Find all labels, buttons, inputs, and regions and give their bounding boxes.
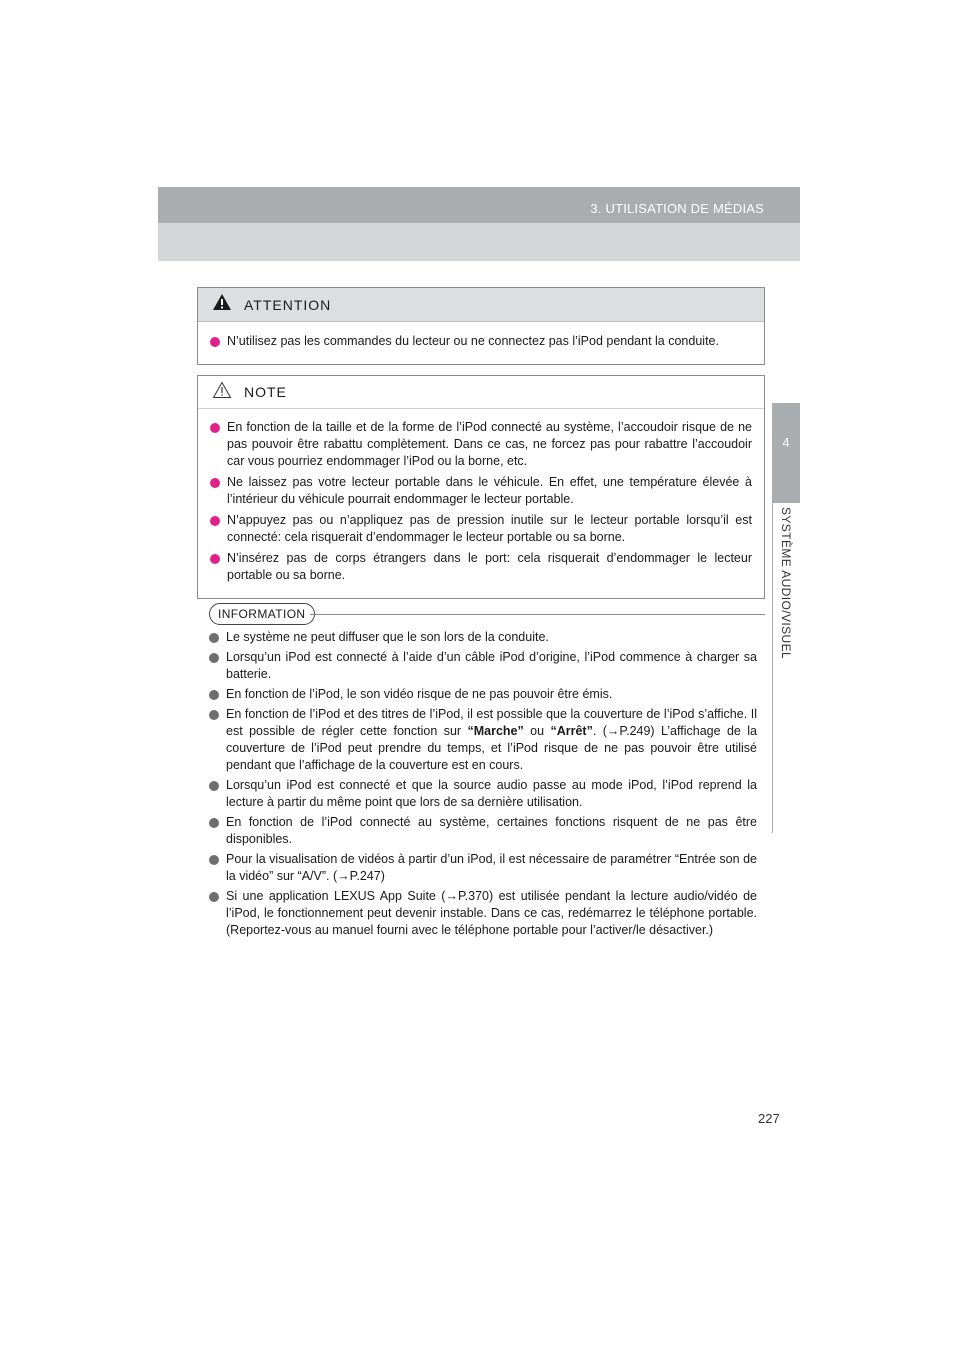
information-item — [209, 888, 757, 939]
bullet-icon — [209, 818, 219, 828]
information-item — [209, 629, 757, 646]
note-body — [198, 409, 764, 598]
note-item-text: Ne laissez pas votre lecteur portable dans le véhicule. En effet, une température élevée à l’intérieur du véhicule pourrait endommager le lecteur portable. — [227, 475, 752, 506]
note-item — [210, 474, 752, 508]
information-item — [209, 686, 757, 703]
information-item-text: Pour la visualisation de vidéos à partir d’un iPod, il est nécessaire de paramétrer “Entrée son de la vidéo” sur “A/V”. (→P.247) — [226, 852, 757, 883]
chapter-label-area — [772, 503, 800, 833]
bullet-icon — [209, 653, 219, 663]
information-list — [209, 629, 757, 942]
note-header — [198, 376, 764, 409]
note-item-text: N’appuyez pas ou n’appliquez pas de pression inutile sur le lecteur portable lorsqu’il est connecté: cela risquerait d’endommager le lecteur portable ou sa borne. — [227, 513, 752, 544]
information-item-text: En fonction de l’iPod, le son vidéo risque de ne pas pouvoir être émis. — [226, 687, 613, 701]
attention-header — [198, 288, 764, 321]
information-item — [209, 814, 757, 848]
information-item-text: En fonction de l’iPod connecté au système, certaines fonctions risquent de ne pas être disponibles. — [226, 815, 757, 846]
information-item-text: Lorsqu’un iPod est connecté et que la source audio passe au mode iPod, l’iPod reprend la lecture à partir du même point que lors de sa dernière utilisation. — [226, 778, 757, 809]
bullet-icon — [209, 690, 219, 700]
option-arret: “Arrêt” — [550, 724, 593, 738]
chapter-tab — [772, 403, 800, 503]
note-item-text: En fonction de la taille et de la forme de l’iPod connecté au système, l’accoudoir risque de ne pas pouvoir être rabattu complètement. Dans ce cas, ne forcez pas pour rabattre l’accoudoir car vous pourriez endommager l’iPod ou la borne, etc. — [227, 420, 752, 468]
chapter-number: 4 — [782, 435, 790, 450]
information-tag: INFORMATION — [209, 603, 315, 625]
information-item-text: Si une application LEXUS App Suite (→P.370) est utilisée pendant la lecture audio/vidéo de l’iPod, le fonctionnement peut devenir instable. Dans ce cas, redémarrez le téléphone portable. (Reportez-vous au manuel fourni avec le téléphone portable pour l’activer/le désactiver.) — [226, 889, 757, 937]
cover-text-after: . (→P.249) L’affichage de la couverture de l’iPod peut prendre du temps, et l’iPod risque de ne pas pouvoir être utilisé pendant que l’affichage de la couverture est en cours. — [226, 724, 757, 772]
note-item — [210, 419, 752, 470]
bullet-icon — [210, 478, 220, 488]
note-box — [197, 375, 765, 599]
warning-triangle-icon — [212, 293, 232, 316]
information-item-text: Lorsqu’un iPod est connecté à l’aide d’un câble iPod d’origine, l’iPod commence à charger sa batterie. — [226, 650, 757, 681]
note-item — [210, 550, 752, 584]
cover-text-before: En fonction de l’iPod et des titres de l’iPod, il est possible que la couverture de l’iPod s’affiche. Il est possible de régler cette fonction sur — [226, 707, 757, 738]
information-item — [209, 649, 757, 683]
attention-body — [198, 321, 764, 364]
attention-item-text: N’utilisez pas les commandes du lecteur ou ne connectez pas l’iPod pendant la conduite. — [227, 334, 719, 348]
note-item-text: N’insérez pas de corps étrangers dans le port: cela risquerait d’endommager le lecteur portable ou sa borne. — [227, 551, 752, 582]
bullet-icon — [209, 892, 219, 902]
attention-box — [197, 287, 765, 365]
chapter-divider-line — [772, 503, 773, 833]
information-rule — [310, 614, 765, 615]
information-item — [209, 851, 757, 885]
section-title: 3. UTILISATION DE MÉDIAS — [590, 201, 764, 216]
bullet-icon — [209, 710, 219, 720]
information-item — [209, 777, 757, 811]
option-marche: “Marche” — [467, 724, 524, 738]
bullet-icon — [210, 423, 220, 433]
bullet-icon — [209, 855, 219, 865]
bullet-icon — [210, 337, 220, 347]
caution-triangle-outline-icon — [212, 381, 232, 404]
information-item-cover — [209, 706, 757, 774]
header-subband — [158, 223, 800, 261]
note-item — [210, 512, 752, 546]
attention-title: ATTENTION — [244, 296, 332, 313]
cover-text-between: ou — [523, 724, 551, 738]
attention-item — [210, 333, 752, 350]
bullet-icon — [209, 633, 219, 643]
bullet-icon — [210, 554, 220, 564]
information-item-text: Le système ne peut diffuser que le son lors de la conduite. — [226, 630, 549, 644]
bullet-icon — [209, 781, 219, 791]
note-title: NOTE — [244, 384, 287, 400]
bullet-icon — [210, 516, 220, 526]
chapter-label: SYSTÈME AUDIO/VISUEL — [779, 507, 793, 660]
page-number: 227 — [758, 1111, 780, 1126]
